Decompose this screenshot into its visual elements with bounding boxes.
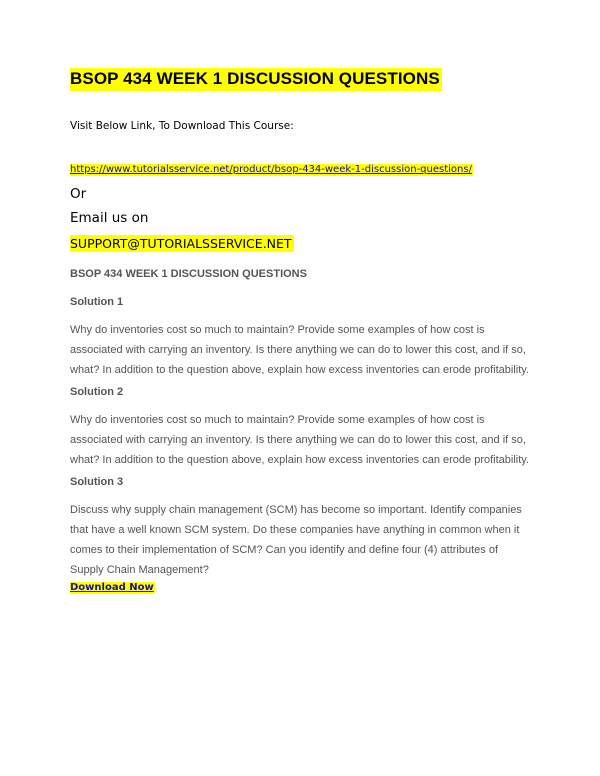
download-now-link[interactable]: Download Now [70,582,154,593]
course-link[interactable]: https://www.tutorialsservice.net/product/bsop-434-week-1-discussion-questions/ [70,164,472,175]
document-title: BSOP 434 WEEK 1 DISCUSSION QUESTIONS [70,68,442,91]
solution-3-text: Discuss why supply chain management (SCM) has become so important. Identify companies that have a well known SCM system. Do these companies have anything in common when it comes to their implementation of SCM? Can you identify and define four (4) attributes of Supply Chain Management? [70,504,522,576]
visit-instruction: Visit Below Link, To Download This Course: [70,120,294,132]
or-text: Or [70,186,87,202]
solution-2-heading: Solution 2 [70,386,124,398]
solution-1-heading: Solution 1 [70,296,124,308]
solution-3-heading: Solution 3 [70,476,124,488]
email-label: Email us on [70,210,149,226]
section-title: BSOP 434 WEEK 1 DISCUSSION QUESTIONS [70,268,307,280]
solution-1-text: Why do inventories cost so much to maintain? Provide some examples of how cost is associated with carrying an inventory. Is there anything we can do to lower this cost, and if so, what? In addition to the question above, explain how excess inventories can erode profitability. [70,324,530,376]
support-email: SUPPORT@TUTORIALSSERVICE.NET [70,236,292,251]
solution-2-text: Why do inventories cost so much to maintain? Provide some examples of how cost is associated with carrying an inventory. Is there anything we can do to lower this cost, and if so, what? In addition to the question above, explain how excess inventories can erode profitability. [70,414,530,466]
